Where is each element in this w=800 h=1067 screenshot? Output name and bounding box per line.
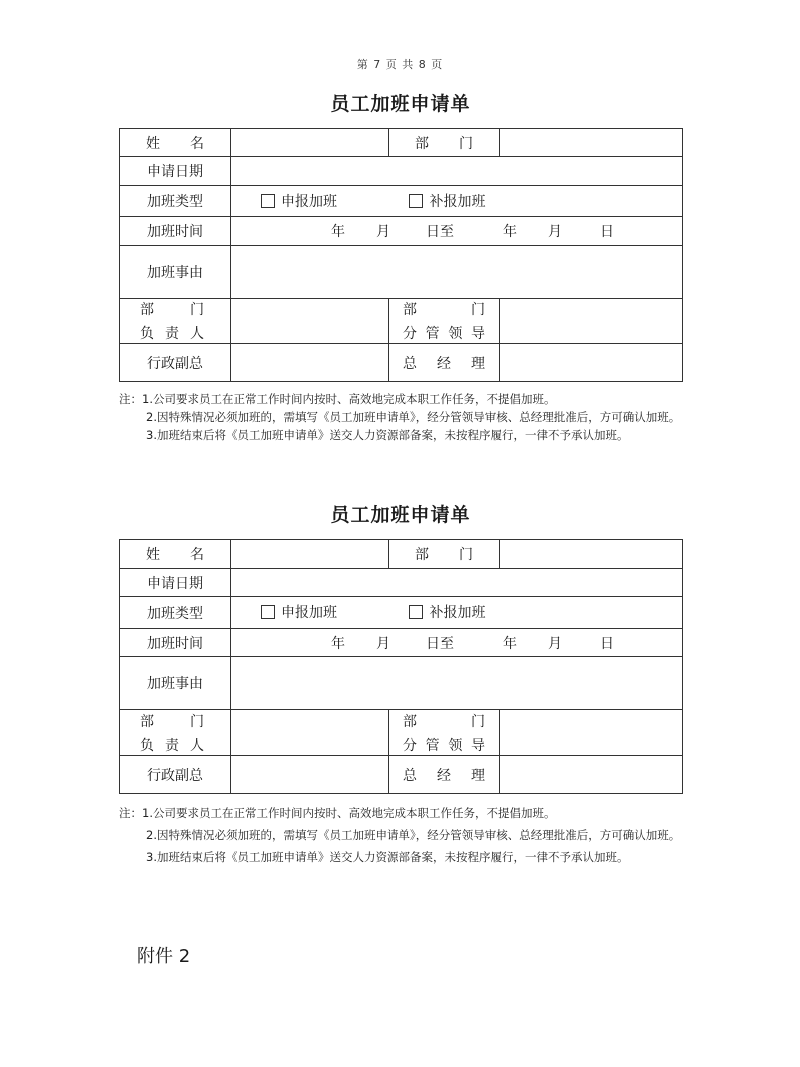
gm-field[interactable] xyxy=(500,756,683,794)
ot-type-label: 加班类型 xyxy=(120,186,231,217)
ot-time-label: 加班时间 xyxy=(120,629,231,657)
note-2: 2.因特殊情况必须加班的，需填写《员工加班申请单》，经分管领导审核、总经理批准后，方可确认加班。 xyxy=(146,828,681,842)
checkbox-icon xyxy=(409,194,423,208)
apply-date-field[interactable] xyxy=(231,157,683,186)
apply-date-field[interactable] xyxy=(231,569,683,597)
option-label: 申报加班 xyxy=(281,605,337,621)
admin-vp-field[interactable] xyxy=(231,756,389,794)
dept-head-field[interactable] xyxy=(231,299,389,344)
time-unit: 年 xyxy=(331,224,345,240)
notes xyxy=(119,390,682,444)
ot-reason-label: 加班事由 xyxy=(120,657,231,710)
ot-type-options xyxy=(231,597,683,629)
time-unit: 月 xyxy=(548,635,562,652)
leader-label: 部 门 分 管 领 导 xyxy=(389,710,500,756)
ot-reason-label: 加班事由 xyxy=(120,246,231,299)
gm-field[interactable] xyxy=(500,344,683,382)
overtime-form-1 xyxy=(119,92,682,444)
time-unit: 日至 xyxy=(426,224,454,240)
form-title: 员工加班申请单 xyxy=(330,93,471,115)
admin-vp-label: 行政副总 xyxy=(120,344,231,382)
apply-date-label: 申请日期 xyxy=(120,157,231,186)
dept-head-label: 部 门 负 责 人 xyxy=(120,299,231,344)
admin-vp-label: 行政副总 xyxy=(120,756,231,794)
name-label: 姓 名 xyxy=(120,540,231,569)
note-2: 2.因特殊情况必须加班的，需填写《员工加班申请单》，经分管领导审核、总经理批准后，方可确认加班。 xyxy=(146,410,681,424)
dept-head-label: 部 门 负 责 人 xyxy=(120,710,231,756)
time-unit: 年 xyxy=(503,635,517,652)
time-unit: 日 xyxy=(600,635,614,652)
supplement-ot-checkbox[interactable] xyxy=(409,602,485,622)
apply-date-label: 申请日期 xyxy=(120,569,231,597)
note-3: 3.加班结束后将《员工加班申请单》送交人力资源部备案，未按程序履行，一律不予承认加班。 xyxy=(146,428,629,442)
note-1: 注：1.公司要求员工在正常工作时间内按时、高效地完成本职工作任务，不提倡加班。 xyxy=(119,806,556,820)
dept-head-field[interactable] xyxy=(231,710,389,756)
note-3: 3.加班结束后将《员工加班申请单》送交人力资源部备案，未按程序履行，一律不予承认加班。 xyxy=(146,850,629,864)
time-unit: 月 xyxy=(548,224,562,240)
attachment-heading: 附件 2 xyxy=(137,946,191,967)
leader-field[interactable] xyxy=(500,299,683,344)
dept-label: 部 门 xyxy=(389,129,500,157)
option-label: 补报加班 xyxy=(429,605,486,621)
declare-ot-checkbox[interactable] xyxy=(261,191,337,211)
ot-type-options xyxy=(231,186,683,217)
form-table xyxy=(119,539,683,794)
ot-reason-field[interactable] xyxy=(231,246,683,299)
gm-label: 总 经 理 xyxy=(389,344,500,382)
time-unit: 年 xyxy=(503,224,517,240)
checkbox-icon xyxy=(261,605,275,619)
time-unit: 年 xyxy=(331,635,345,652)
dept-field[interactable] xyxy=(500,540,683,569)
declare-ot-checkbox[interactable] xyxy=(261,602,337,622)
ot-time-field[interactable] xyxy=(231,217,683,246)
option-label: 申报加班 xyxy=(281,193,337,210)
ot-reason-field[interactable] xyxy=(231,657,683,710)
leader-field[interactable] xyxy=(500,710,683,756)
overtime-form-2 xyxy=(119,503,682,868)
dept-field[interactable] xyxy=(500,129,683,157)
name-label: 姓 名 xyxy=(120,129,231,157)
ot-time-field[interactable] xyxy=(231,629,683,657)
admin-vp-field[interactable] xyxy=(231,344,389,382)
name-field[interactable] xyxy=(231,540,389,569)
time-unit: 月 xyxy=(376,224,390,240)
ot-type-label: 加班类型 xyxy=(120,597,231,629)
note-1: 注：1.公司要求员工在正常工作时间内按时、高效地完成本职工作任务，不提倡加班。 xyxy=(119,392,556,406)
option-label: 补报加班 xyxy=(429,193,486,210)
dept-label: 部 门 xyxy=(389,540,500,569)
notes xyxy=(119,802,682,868)
time-unit: 日至 xyxy=(426,635,454,652)
time-unit: 日 xyxy=(600,224,614,240)
page-number: 第 7 页 共 8 页 xyxy=(356,58,444,71)
supplement-ot-checkbox[interactable] xyxy=(409,191,485,211)
gm-label: 总 经 理 xyxy=(389,756,500,794)
form-table xyxy=(119,128,683,382)
checkbox-icon xyxy=(261,194,275,208)
ot-time-label: 加班时间 xyxy=(120,217,231,246)
checkbox-icon xyxy=(409,605,423,619)
form-title: 员工加班申请单 xyxy=(330,504,471,526)
name-field[interactable] xyxy=(231,129,389,157)
time-unit: 月 xyxy=(376,635,390,652)
leader-label: 部 门 分 管 领 导 xyxy=(389,299,500,344)
